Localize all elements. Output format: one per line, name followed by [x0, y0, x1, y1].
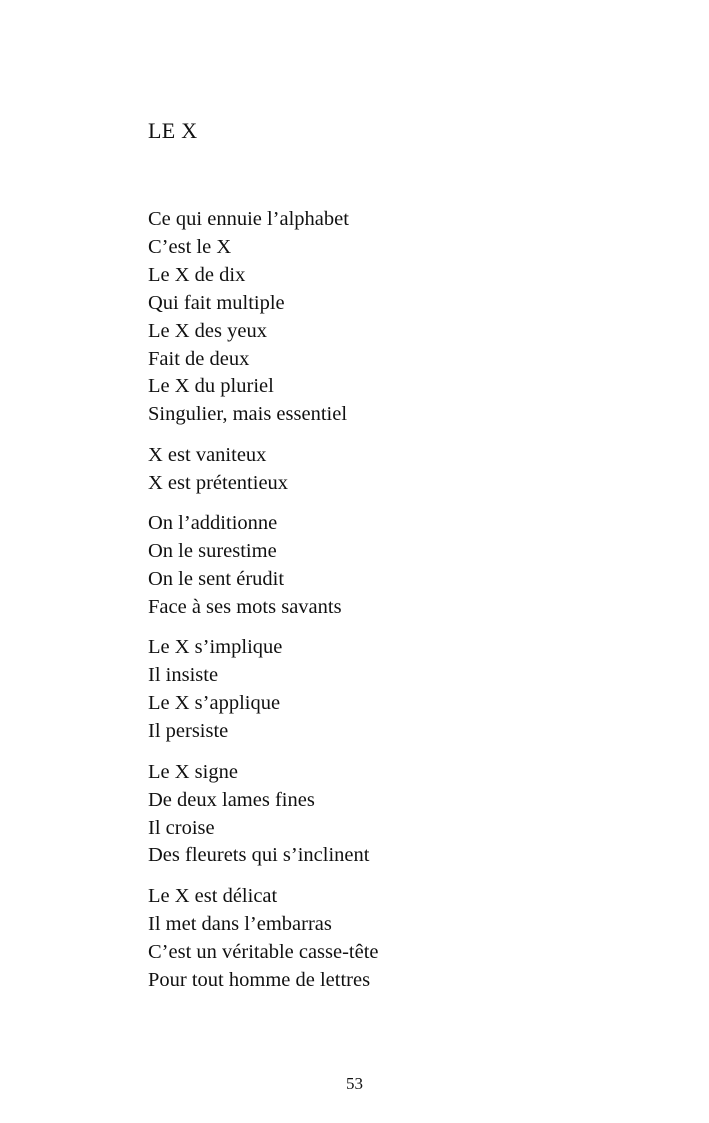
poem-line: Ce qui ennuie l’alphabet	[148, 208, 349, 230]
poem-line: C’est le X	[148, 235, 232, 258]
poem-line: Qui fait multiple	[148, 291, 285, 314]
poem-line: Face à ses mots savants	[148, 595, 342, 618]
poem-line: Il persiste	[148, 720, 229, 743]
poem-line: C’est un véritable casse-tête	[148, 940, 379, 963]
poem-title: LE X	[148, 118, 198, 143]
poem-line: X est prétentieux	[148, 471, 289, 494]
poem-line: X est vaniteux	[148, 443, 267, 466]
poem-line: Le X des yeux	[148, 319, 267, 342]
poem-line: Le X signe	[148, 760, 238, 783]
poem-line: Le X de dix	[148, 263, 246, 286]
stanza-6	[148, 883, 628, 995]
stanza-1	[148, 206, 628, 429]
poem-line: Le X s’implique	[148, 636, 283, 659]
poem-line: On l’additionne	[148, 512, 278, 535]
poem-line: Singulier, mais essentiel	[148, 403, 348, 426]
stanza-5	[148, 759, 628, 871]
poem-line: Le X du pluriel	[148, 375, 274, 398]
poem-line: Fait de deux	[148, 347, 250, 370]
poem-line: Pour tout homme de lettres	[148, 968, 371, 991]
stanza-2	[148, 442, 628, 498]
poem-line: Il insiste	[148, 664, 219, 687]
page-number: 53	[346, 1074, 363, 1093]
poem-line: Des fleurets qui s’inclinent	[148, 844, 370, 867]
poem-line: Le X est délicat	[148, 884, 278, 907]
stanza-3	[148, 510, 628, 622]
poem-line: On le surestime	[148, 540, 277, 563]
poem-body	[148, 206, 628, 1007]
poem-line: Il croise	[148, 816, 215, 839]
poem-line: De deux lames fines	[148, 788, 315, 811]
poem-line: On le sent érudit	[148, 568, 285, 591]
poem-line: Il met dans l’embarras	[148, 912, 332, 935]
poem-line: Le X s’applique	[148, 692, 281, 715]
stanza-4	[148, 634, 628, 746]
